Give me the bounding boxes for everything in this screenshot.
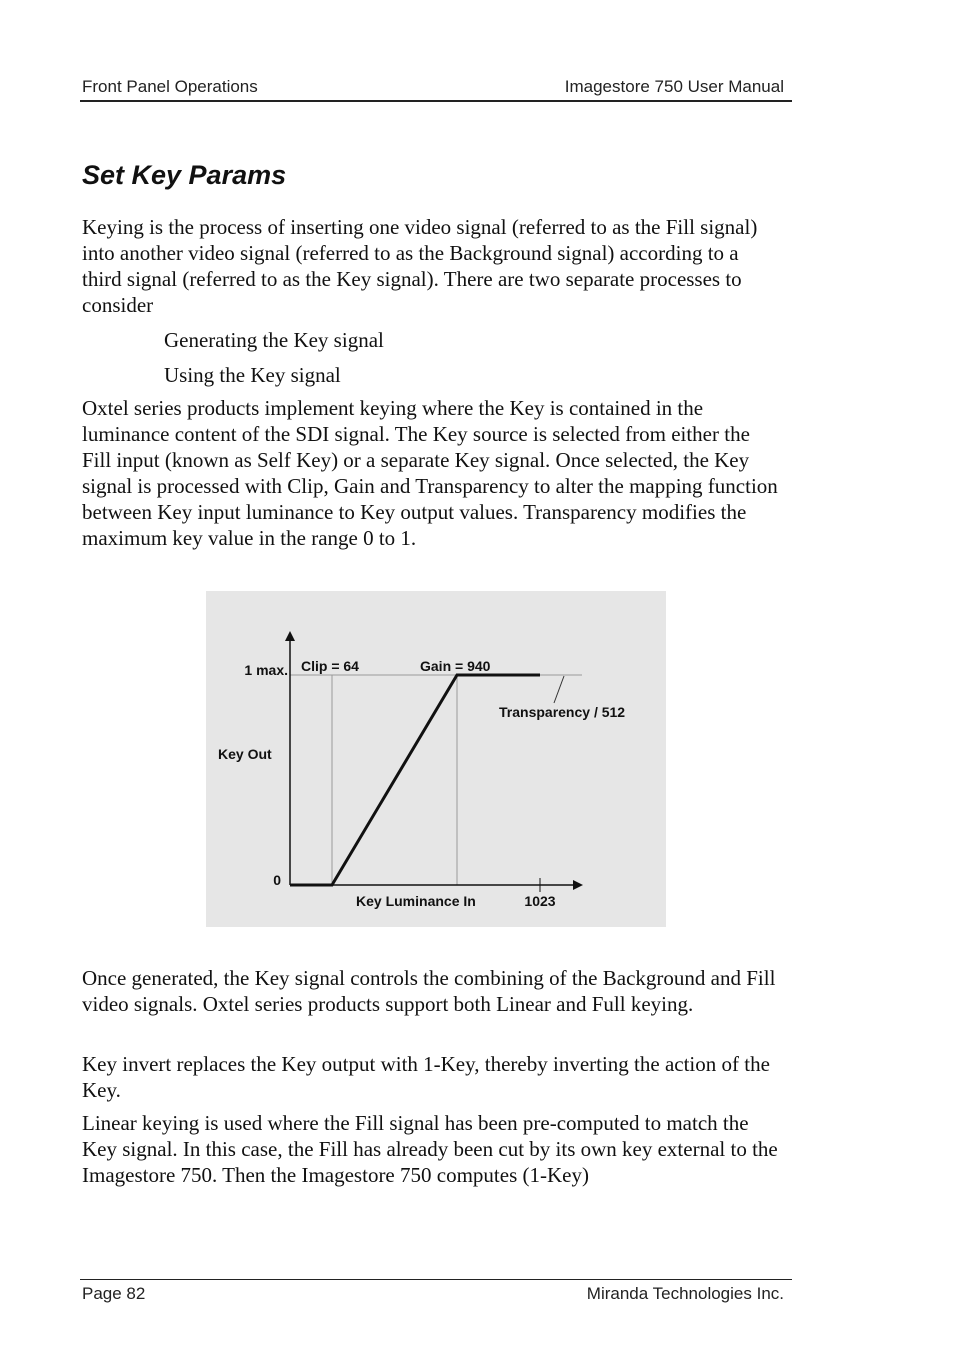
y-axis-arrow bbox=[285, 631, 295, 641]
x-axis-label: Key Luminance In bbox=[356, 893, 476, 909]
page-footer bbox=[80, 1279, 792, 1306]
key-transfer-chart bbox=[206, 591, 666, 927]
list-item-using: Using the Key signal bbox=[164, 363, 341, 387]
transparency-leader bbox=[554, 676, 564, 703]
paragraph-oxtel: Oxtel series products implement keying where the Key is contained in the luminance content of the SDI signal. The Key source is selected from either the Fill input (known as Self Key) or a separate Key signal. Once selected, the Key signal is processed with Clip, Gain and Transparency to alter the mapping function between Key input luminance to Key output values. Transparency modifies the maximum key value in the range 0 to 1. bbox=[82, 396, 778, 550]
paragraph-intro: Keying is the process of inserting one video signal (referred to as the Fill signal) into another video signal (referred to as the Background signal) according to a third signal (referred to as the Key signal). There are two separate processes to consider bbox=[82, 215, 758, 317]
key-transfer-figure bbox=[206, 591, 666, 927]
y-axis-label: Key Out bbox=[218, 746, 272, 762]
paragraph-once-generated: Once generated, the Key signal controls the combining of the Background and Fill video signals. Oxtel series products support both Linear and Full keying. bbox=[82, 966, 776, 1016]
y-zero-label: 0 bbox=[273, 872, 281, 888]
footer-company: Miranda Technologies Inc. bbox=[586, 1284, 784, 1303]
clip-label: Clip = 64 bbox=[301, 658, 359, 674]
paragraph-key-invert: Key invert replaces the Key output with 1-Key, thereby inverting the action of the Key. bbox=[82, 1052, 770, 1102]
transparency-label: Transparency / 512 bbox=[499, 704, 626, 720]
x-axis-arrow bbox=[573, 880, 583, 890]
y-max-label: 1 max. bbox=[244, 662, 288, 678]
gain-label: Gain = 940 bbox=[420, 658, 491, 674]
paragraph-linear-keying: Linear keying is used where the Fill signal has been pre-computed to match the Key signal. In this case, the Fill has already been cut by its own key external to the Imagestore 750. Then the Imagestore 750 computes (1-Key) bbox=[82, 1111, 778, 1187]
header-manual-title: Imagestore 750 User Manual bbox=[564, 77, 784, 96]
page-number: Page 82 bbox=[82, 1284, 146, 1303]
section-title: Set Key Params bbox=[82, 160, 287, 190]
header-section: Front Panel Operations bbox=[82, 77, 258, 96]
list-item-generating: Generating the Key signal bbox=[164, 328, 384, 352]
page-header bbox=[80, 76, 792, 102]
x-max-label: 1023 bbox=[524, 893, 556, 909]
